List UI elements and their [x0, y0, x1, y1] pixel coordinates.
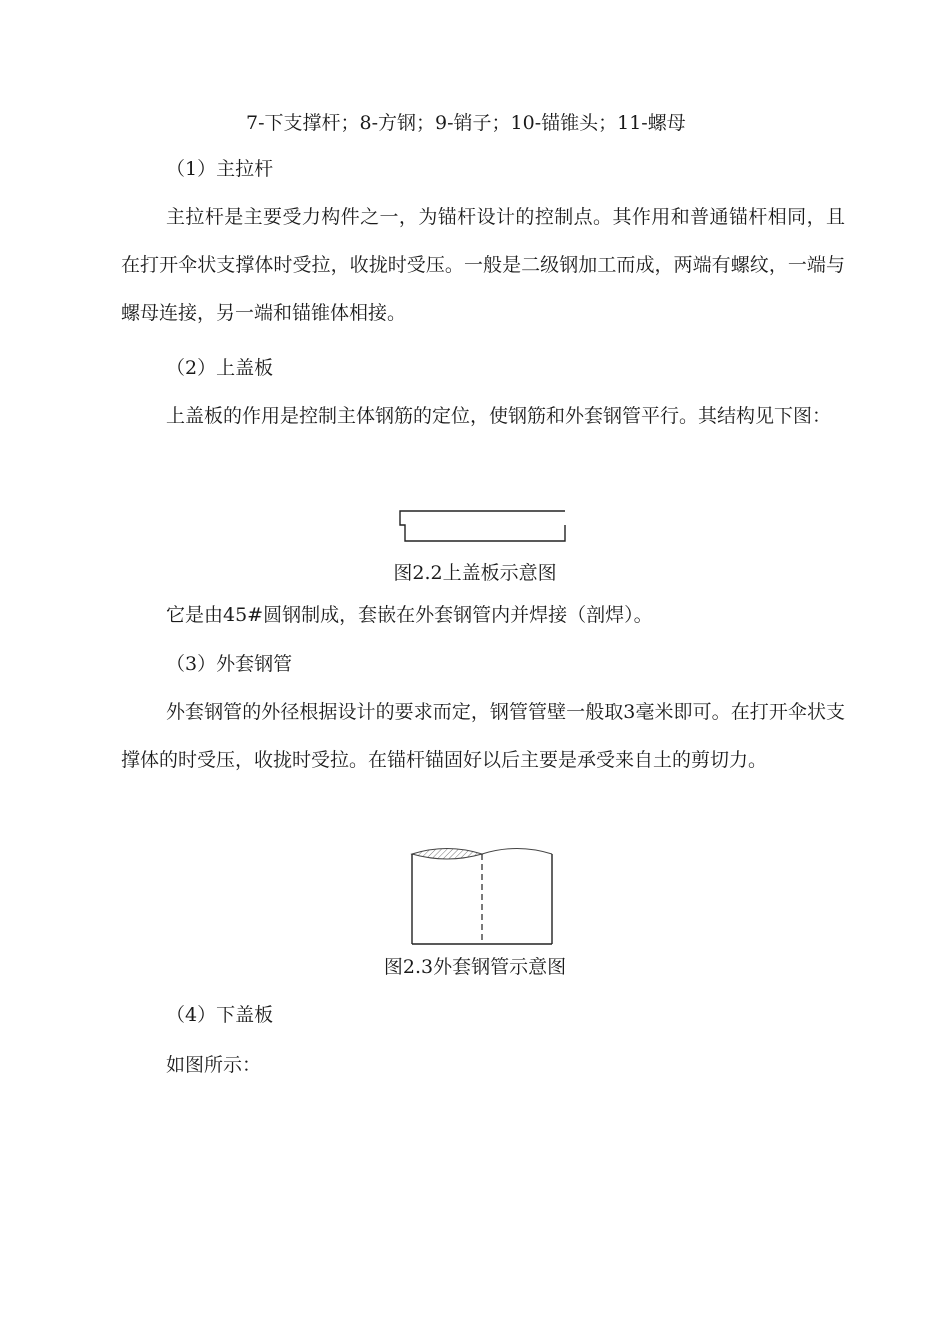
section-heading-outer-pipe: （3）外套钢管 — [166, 653, 293, 675]
outer-pipe-diagram — [405, 840, 559, 948]
figure-legend-line: 7-下支撑杆；8-方钢；9-销子；10-锚锥头；11-螺母 — [246, 112, 686, 134]
paragraph-outer-pipe: 外套钢管的外径根据设计的要求而定，钢管管壁一般取3毫米即可。在打开伞状支撑体的时受压，收拢时受拉。在锚杆锚固好以后主要是承受来自土的剪切力。 — [121, 701, 845, 771]
section-heading-main-rod: （1）主拉杆 — [166, 158, 274, 180]
section-heading-upper-cover: （2）上盖板 — [166, 357, 274, 379]
section-heading-lower-cover: （4）下盖板 — [166, 1004, 274, 1026]
paragraph-main-rod: 主拉杆是主要受力构件之一，为锚杆设计的控制点。其作用和普通锚杆相同，且在打开伞状支撑体时受拉，收拢时受压。一般是二级钢加工而成，两端有螺纹，一端与螺母连接，另一端和锚锥体相接。 — [121, 206, 845, 324]
paragraph-upper-cover: 上盖板的作用是控制主体钢筋的定位，使钢筋和外套钢管平行。其结构见下图： — [166, 405, 832, 427]
upper-cover-plate-diagram — [395, 505, 570, 545]
figure-caption-outer-pipe: 图2.3外套钢管示意图 — [383, 956, 567, 978]
figure-caption-upper-cover: 图2.2上盖板示意图 — [393, 562, 557, 584]
paragraph-upper-cover-material: 它是由45#圆钢制成，套嵌在外套钢管内并焊接（剖焊）。 — [166, 604, 653, 626]
paragraph-lower-cover: 如图所示： — [166, 1054, 262, 1076]
